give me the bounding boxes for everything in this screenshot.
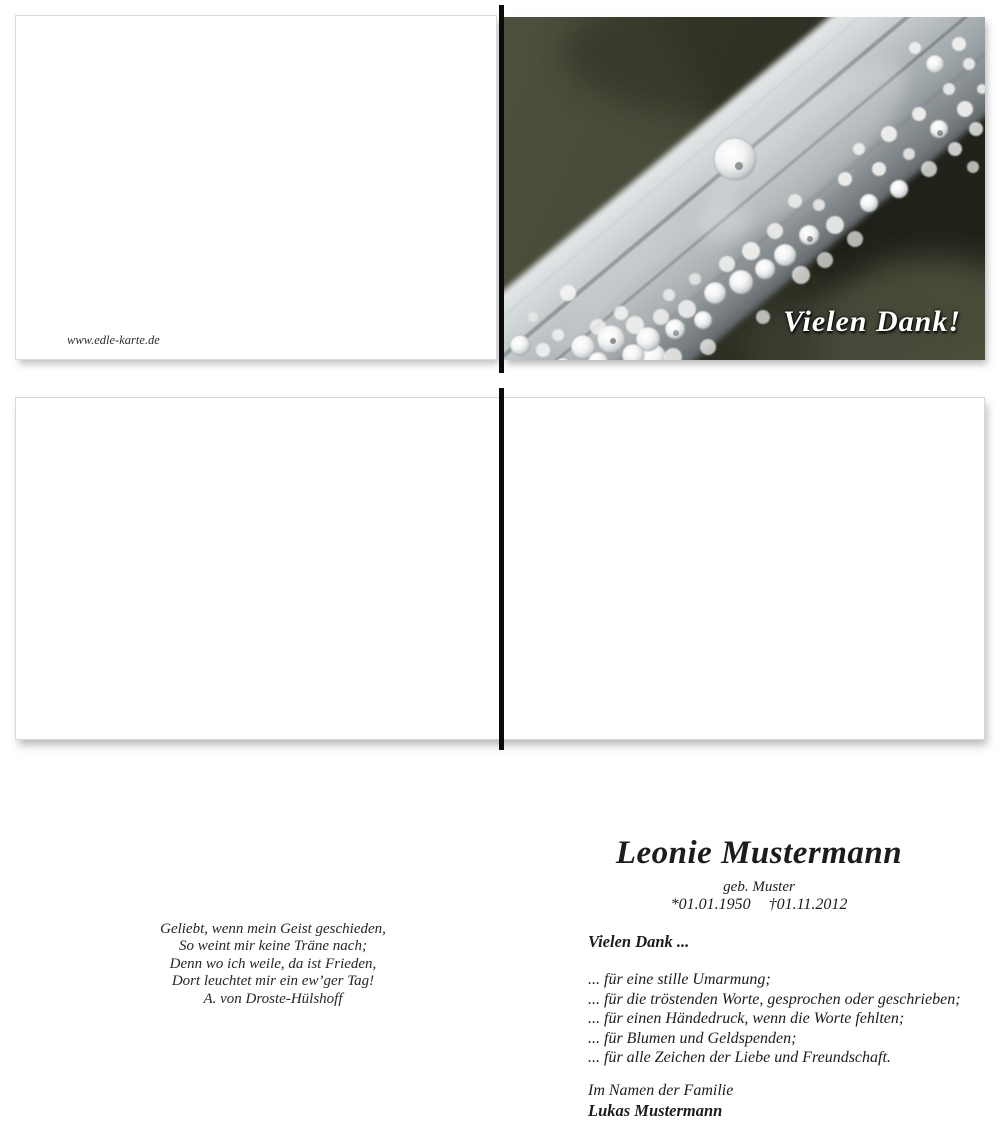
- fold-line-top: [499, 5, 504, 373]
- life-dates: [517, 896, 1000, 914]
- poem-line: Denn wo ich weile, da ist Frieden,: [169, 955, 377, 972]
- website-url: www.edle-karte.de: [67, 333, 160, 347]
- fold-line-bottom: [499, 388, 504, 750]
- maiden-name: geb. Muster: [723, 879, 795, 895]
- thanks-line: ... für alle Zeichen der Liebe und Freundschaft.: [588, 1049, 891, 1067]
- closing-line: Im Namen der Familie: [588, 1082, 734, 1099]
- birth-date: *01.01.1950: [670, 896, 751, 913]
- inside-right-content: [517, 795, 1000, 1138]
- thanks-line: ... für Blumen und Geldspenden;: [588, 1029, 797, 1047]
- front-greeting-text: Vielen Dank!: [783, 305, 961, 338]
- poem-author: A. von Droste-Hülshoff: [203, 990, 343, 1007]
- card-front-panel: [503, 17, 985, 360]
- poem-line: Geliebt, wenn mein Geist geschieden,: [160, 921, 386, 937]
- death-date: †01.11.2012: [768, 896, 848, 913]
- poem: [31, 921, 515, 1008]
- thanks-list: [588, 970, 961, 1068]
- poem-line: Dort leuchtet mir ein ew’ger Tag!: [171, 973, 375, 990]
- card-back-panel: [15, 15, 497, 360]
- thanks-salutation: Vielen Dank ...: [588, 932, 690, 951]
- signature-name: Lukas Mustermann: [588, 1101, 723, 1120]
- thanks-line: ... für eine stille Umarmung;: [588, 971, 771, 988]
- deceased-name: Leonie Mustermann: [615, 835, 903, 871]
- poem-line: So weint mir keine Träne nach;: [179, 938, 367, 955]
- thanks-line: ... für einen Händedruck, wenn die Worte fehlten;: [588, 1010, 905, 1028]
- thanks-line: ... für die tröstenden Worte, gesprochen oder geschrieben;: [588, 990, 961, 1008]
